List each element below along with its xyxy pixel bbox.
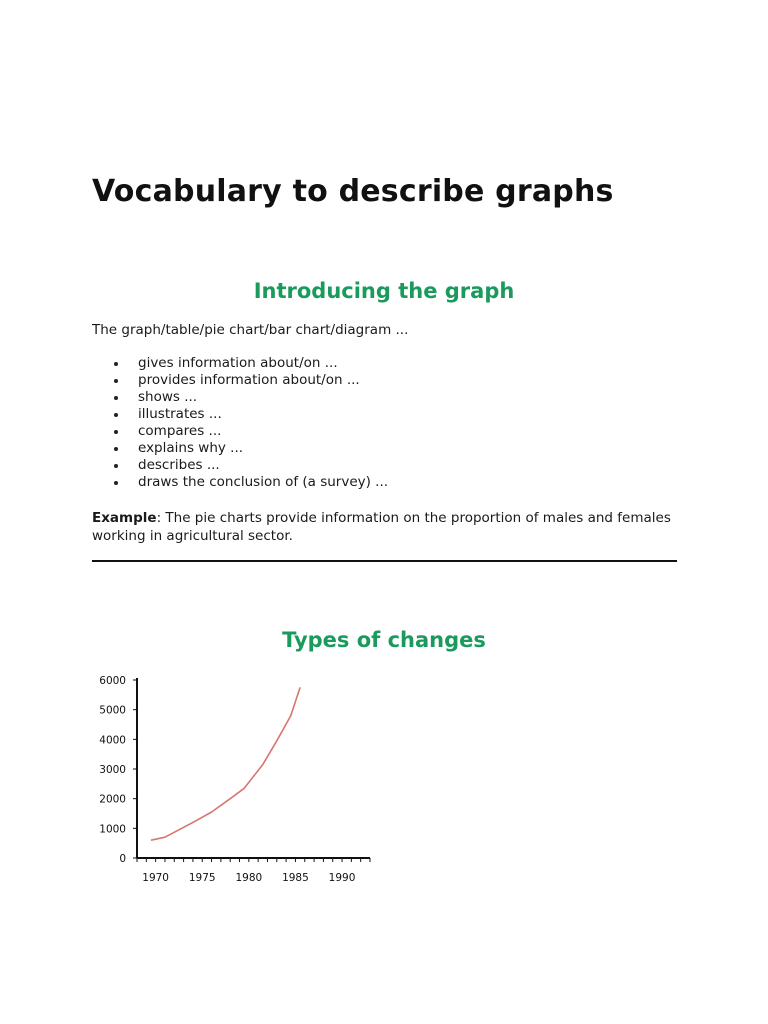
example-text: : The pie charts provide information on the proportion of males and females working in agricultural sector. (92, 510, 671, 544)
lead-sentence: The graph/table/pie chart/bar chart/diagram ... (92, 322, 409, 338)
types-of-changes-heading: Types of changes (282, 628, 486, 652)
y-tick-label: 3000 (99, 764, 126, 776)
section-divider (92, 560, 677, 562)
example-label: Example (92, 510, 157, 526)
x-tick-label: 1990 (328, 872, 356, 884)
list-item: provides information about/on ... (138, 372, 388, 389)
y-tick-label: 6000 (99, 675, 126, 687)
series-line (151, 687, 300, 840)
y-tick-label: 1000 (99, 823, 126, 836)
x-tick-label: 1985 (282, 872, 309, 884)
line-chart (95, 668, 385, 893)
example-paragraph (92, 509, 692, 545)
y-tick-label: 5000 (99, 704, 126, 717)
list-item: explains why ... (138, 440, 388, 457)
x-tick-label: 1970 (142, 872, 170, 884)
list-item: describes ... (138, 457, 388, 474)
y-tick-label: 4000 (99, 734, 126, 747)
list-item: shows ... (138, 389, 388, 406)
page-title: Vocabulary to describe graphs (92, 174, 614, 209)
list-item: draws the conclusion of (a survey) ... (138, 474, 389, 490)
x-tick-label: 1975 (188, 872, 216, 884)
x-tick-label: 1980 (235, 872, 263, 884)
phrase-list (138, 355, 388, 491)
list-item: gives information about/on ... (138, 355, 388, 372)
list-item: illustrates ... (138, 406, 388, 423)
list-item: compares ... (138, 423, 388, 440)
y-tick-label: 2000 (99, 793, 126, 806)
introducing-graph-heading: Introducing the graph (253, 279, 515, 303)
y-tick-label: 0 (119, 853, 126, 865)
